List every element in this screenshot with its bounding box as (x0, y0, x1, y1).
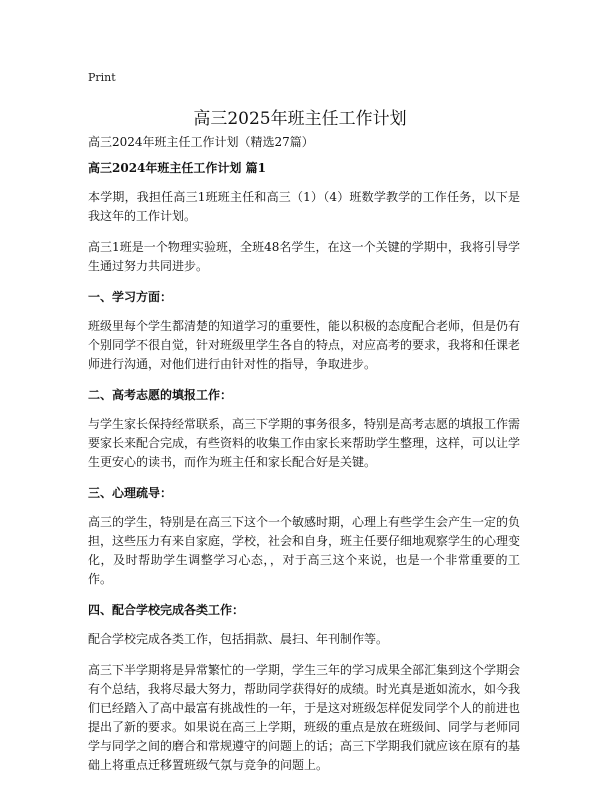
section-heading-school-tasks: 四、配合学校完成各类工作： (88, 603, 245, 617)
document-body (88, 133, 520, 787)
intro-paragraph: 高三1班是一个物理实验班，全班48名学生，在这一个关键的学期中，我将引导学生通过努力共同进步。 (88, 240, 520, 273)
section-heading-study: 一、学习方面： (88, 290, 173, 304)
article-heading: 高三2024年班主任工作计划 篇1 (88, 161, 266, 175)
page-title: 高三2025年班主任工作计划 (193, 109, 407, 129)
intro-paragraph: 本学期，我担任高三1班班主任和高三（1）（4）班数学教学的工作任务，以下是我这年的工作计划。 (88, 190, 520, 223)
section-body-study: 班级里每个学生都清楚的知道学习的重要性，能以积极的态度配合老师，但是仍有个别同学不很自觉，针对班级里学生各自的特点，对应高考的要求，我将和任课老师进行沟通，对他们进行由针对性的指导，争取进步。 (88, 319, 521, 371)
print-label: Print (88, 71, 116, 84)
section-heading-application: 二、高考志愿的填报工作： (88, 388, 233, 402)
section-body-school-tasks: 配合学校完成各类工作，包括捐款、晨扫、年刊制作等。 (88, 632, 389, 646)
section-heading-counseling: 三、心理疏导： (88, 486, 173, 500)
section-body-application: 与学生家长保持经常联系，高三下学期的事务很多，特别是高考志愿的填报工作需要家长来配合完成，有些资料的收集工作由家长来帮助学生整理，这样，可以让学生更安心的读书，而作为班主任和家长配合好是关键。 (88, 417, 521, 469)
document-subtitle: 高三2024年班主任工作计划（精选27篇） (88, 135, 314, 149)
section-body-counseling: 高三的学生，特别是在高三下这个一个敏感时期，心理上有些学生会产生一定的负担，这些压力有来自家庭，学校，社会和自身，班主任要仔细地观察学生的心理变化，及时帮助学生调整学习心态，，对于高三这个来说，也是一个非常重要的工作。 (88, 515, 521, 586)
closing-paragraph: 高三下半学期将是异常繁忙的一学期，学生三年的学习成果全部汇集到这个学期会有个总结，我将尽最大努力，帮助同学获得好的成绩。时光真是逝如流水，如今我们已经踏入了高中最富有挑战性的一年，于是这对班级怎样促发同学个人的前进也提出了新的要求。如果说在高三上学期，班级的重点是放在班级间、同学与老师同学与同学之间的磨合和常规遵守的问题上的话；高三下学期我们就应该在原有的基础上将重点迁移置班级气氛与竞争的问题上。 (88, 663, 521, 772)
